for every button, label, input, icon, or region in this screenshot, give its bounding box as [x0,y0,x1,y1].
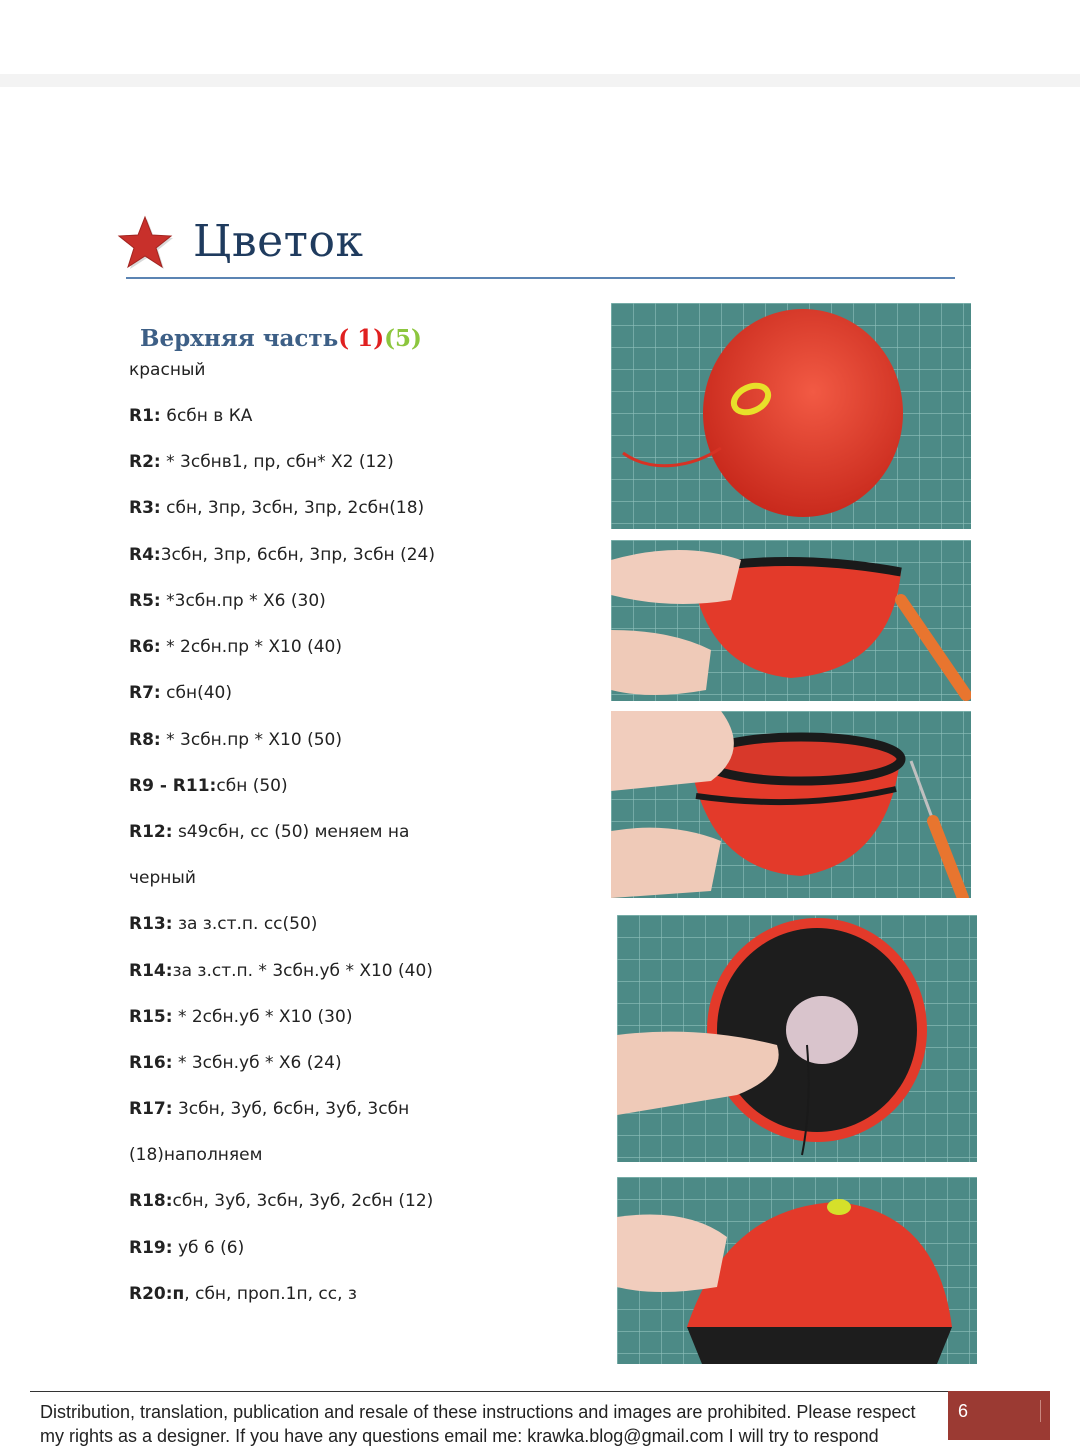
row-r14 [129,961,433,981]
row-label: R7: [129,683,161,703]
row-label: R20:п [129,1284,185,1304]
section-title-text: Верхняя часть [140,325,339,352]
footer-notice: Distribution, translation, publication and resale of these instructions and images are prohibited. Please respect my rights as a designer. If you have any questions email me: krawka.blog@gmail.com I will try to respond [40,1402,916,1446]
row-r8 [129,730,342,750]
row-text: за з.ст.п. * 3сбн.уб * X10 (40) [172,961,433,981]
row-text: черный [129,868,196,888]
row-label: R14: [129,961,173,981]
row-r9-r11 [129,776,288,796]
row-text: * 3сбн.уб * X6 (24) [172,1053,342,1073]
row-label: R1: [129,406,161,426]
footer-divider [30,1391,948,1392]
star-icon [116,214,174,272]
row-r13 [129,914,317,934]
row-r5 [129,591,326,611]
row-text: * 2сбн.уб * X10 (30) [172,1007,353,1027]
row-text: *3сбн.пр * X6 (30) [160,591,326,611]
row-label: R4: [129,545,161,565]
row-text: сбн (50) [216,776,288,796]
photo-black-bottom [617,915,977,1162]
row-r1 [129,406,252,426]
row-label: R17: [129,1099,173,1119]
row-text: за з.ст.п. сс(50) [172,914,318,934]
row-text: s49сбн, сс (50) меняем на [172,822,410,842]
section-title [140,325,422,352]
row-label: R18: [129,1191,173,1211]
row-text: сбн(40) [160,683,232,703]
page-number-divider [1040,1400,1041,1422]
row-r7 [129,683,232,703]
color-label: красный [129,360,206,380]
row-label: R5: [129,591,161,611]
row-r6 [129,637,342,657]
section-badge-red: ( 1) [338,325,385,352]
row-r20 [129,1284,357,1304]
row-label: R12: [129,822,173,842]
page-title: Цветок [193,216,364,267]
row-r12-cont [129,868,196,888]
section-badge-green: (5) [384,325,422,352]
row-text: 3сбн, 3уб, 6сбн, 3уб, 3сбн [172,1099,410,1119]
photo-red-dome [611,303,971,529]
row-text: сбн, 3уб, 3сбн, 3уб, 2сбн (12) [172,1191,434,1211]
row-text: * 3сбнв1, пр, сбн* X2 (12) [160,452,394,472]
row-text: * 2сбн.пр * X10 (40) [160,637,342,657]
row-text: * 3сбн.пр * X10 (50) [160,730,342,750]
row-label: R3: [129,498,161,518]
row-r18 [129,1191,433,1211]
photo-red-bowl-open [611,711,971,898]
row-r15 [129,1007,352,1027]
row-r3 [129,498,424,518]
row-text: , сбн, проп.1п, сс, з [184,1284,357,1304]
row-label: R9 - R11: [129,776,217,796]
photo-red-dome-side [617,1177,977,1364]
page-number: 6 [958,1401,969,1421]
row-label: R16: [129,1053,173,1073]
row-text: сбн, 3пр, 3сбн, 3пр, 2сбн(18) [160,498,425,518]
row-r12 [129,822,409,842]
row-r19 [129,1238,244,1258]
row-r17 [129,1099,409,1119]
row-r2 [129,452,394,472]
top-bar [0,74,1080,87]
row-label: R6: [129,637,161,657]
row-r17-cont [129,1145,262,1165]
row-r16 [129,1053,342,1073]
title-underline [126,277,955,279]
row-label: R19: [129,1238,173,1258]
row-text: (18)наполняем [129,1145,263,1165]
row-label: R8: [129,730,161,750]
row-r4 [129,545,435,565]
photo-red-bowl-side [611,540,971,701]
row-text: 3сбн, 3пр, 6сбн, 3пр, 3сбн (24) [160,545,435,565]
row-label: R13: [129,914,173,934]
row-label: R2: [129,452,161,472]
row-text: уб 6 (6) [172,1238,245,1258]
row-text: 6сбн в КА [160,406,253,426]
row-label: R15: [129,1007,173,1027]
